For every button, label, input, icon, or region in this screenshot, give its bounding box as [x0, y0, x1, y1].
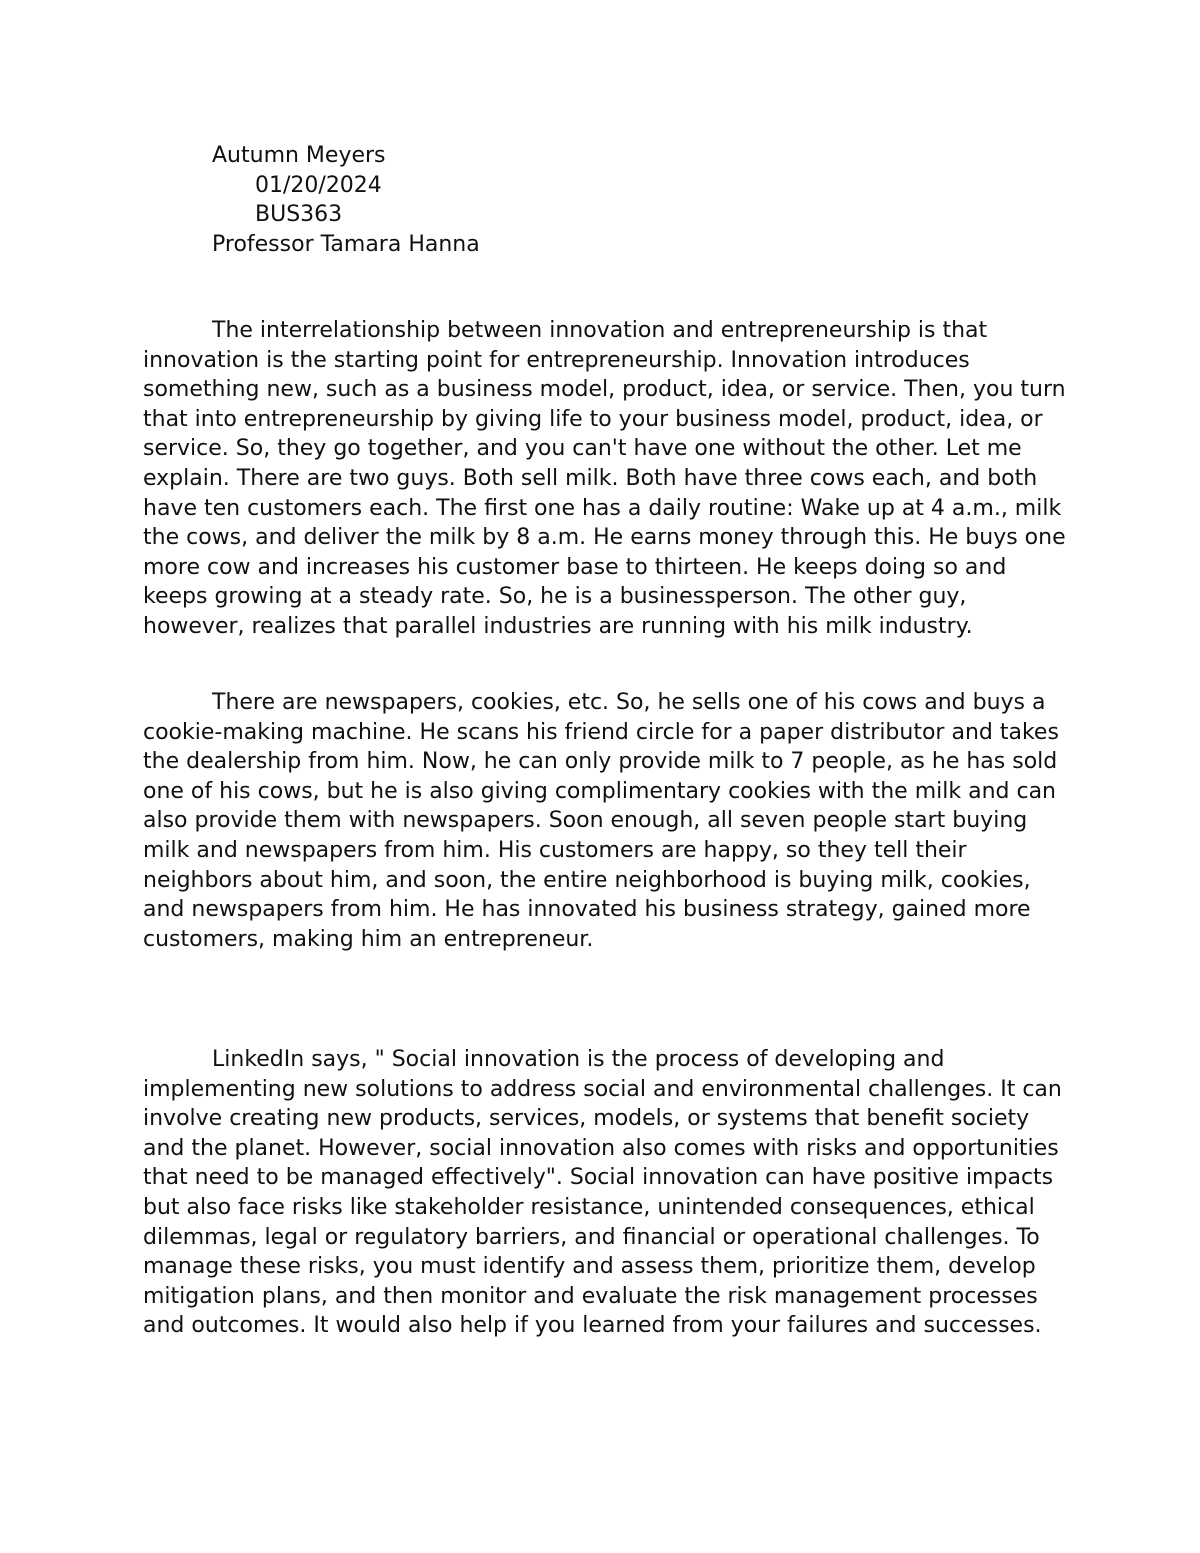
body-paragraph-3	[143, 1045, 1073, 1341]
document-date: 01/20/2024	[255, 172, 382, 198]
document-header	[212, 141, 480, 259]
course-code: BUS363	[255, 202, 343, 227]
body-paragraph-2	[143, 688, 1073, 954]
author-name: Autumn Meyers	[212, 143, 386, 168]
professor-name: Professor Tamara Hanna	[212, 231, 480, 257]
body-paragraph-1	[143, 316, 1073, 642]
paragraph-text: The interrelationship between innovation and entrepreneurship is that innovation is the starting point for entrepreneurship. Innovation introduces something new, such as a business model, product, idea, or service. Then, you turn that into entrepreneurship by giving life to your business model, product, idea, or service. So, they go together, and you can't have one without the other. Let me explain. There are two guys. Both sell milk. Both have three cows each, and both have ten customers each. The first one has a daily routine: Wake up at 4 a.m., milk the cows, and deliver the milk by 8 a.m. He earns money through this. He buys one more cow and increases his customer base to thirteen. He keeps doing so and keeps growing at a steady rate. So, he is a businessperson. The other guy, however, realizes that parallel industries are running with his milk industry.	[143, 318, 1066, 639]
paragraph-text: There are newspapers, cookies, etc. So, he sells one of his cows and buys a cookie-making machine. He scans his friend circle for a paper distributor and takes the dealership from him. Now, he can only provide milk to 7 people, as he has sold one of his cows, but he is also giving complimentary cookies with the milk and can also provide them with newspapers. Soon enough, all seven people start buying milk and newspapers from him. His customers are happy, so they tell their neighbors about him, and soon, the entire neighborhood is buying milk, cookies, and newspapers from him. He has innovated his business strategy, gained more customers, making him an entrepreneur.	[143, 690, 1059, 952]
paragraph-text: LinkedIn says, " Social innovation is the process of developing and implementing new solutions to address social and environmental challenges. It can involve creating new products, services, models, or systems that benefit society and the planet. However, social innovation also comes with risks and opportunities that need to be managed effectively". Social innovation can have positive impacts but also face risks like stakeholder resistance, unintended consequences, ethical dilemmas, legal or regulatory barriers, and financial or operational challenges. To manage these risks, you must identify and assess them, prioritize them, develop mitigation plans, and then monitor and evaluate the risk management processes and outcomes. It would also help if you learned from your failures and successes.	[143, 1047, 1062, 1339]
